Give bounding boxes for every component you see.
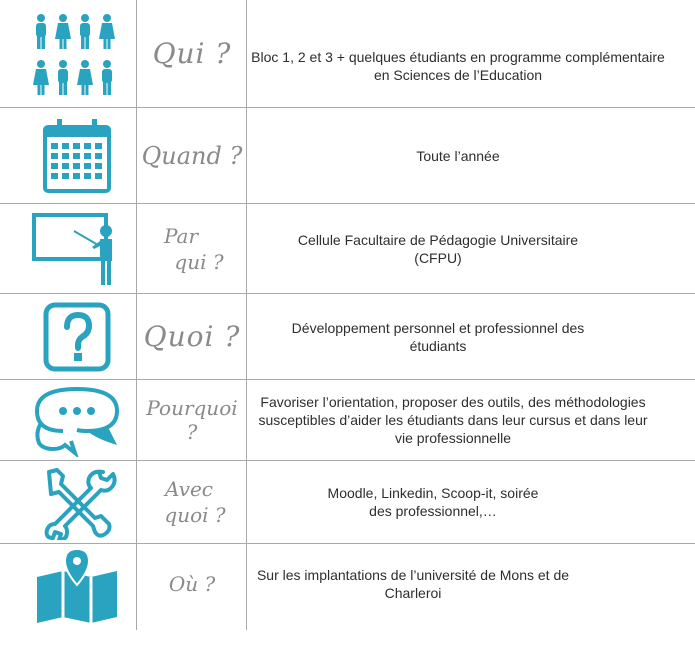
table-row: [0, 294, 695, 379]
question-line-2: quoi ?: [164, 503, 226, 527]
answer-text: Toute l’année: [416, 147, 500, 164]
question-label: Quand ?: [141, 141, 243, 170]
answer-text: Développement personnel et professionnel des étudiants: [291, 319, 585, 354]
map-pin-icon: [18, 544, 136, 626]
table-row: [0, 108, 695, 203]
question-mark-icon: [18, 298, 136, 376]
answer-text: Sur les implantations de l’université de Mons et de Charleroi: [256, 567, 570, 601]
answer-text: Favoriser l’orientation, proposer des outils, des méthodologies susceptibles d’aider les étudiants dans leur cursus et dans leur vie professionnelle: [258, 394, 648, 446]
answer-text: Cellule Facultaire de Pédagogie Universitaire (CFPU): [297, 231, 579, 266]
speech-bubbles-icon: [18, 382, 136, 458]
tools-icon: [18, 465, 136, 541]
table-row: [0, 0, 695, 107]
answer-text: Moodle, Linkedin, Scoop-it, soirée des professionnel,…: [327, 485, 539, 519]
people-icon: [18, 10, 136, 100]
calendar-icon: [18, 114, 136, 198]
table-row: [0, 461, 695, 543]
question-label: Où ?: [168, 572, 216, 596]
question-line-2: qui ?: [174, 249, 224, 274]
table-row: [0, 380, 695, 460]
teacher-board-icon: [18, 208, 136, 290]
answer-text: Bloc 1, 2 et 3 + quelques étudiants en programme complémentaire en Sciences de l’Education: [251, 49, 665, 83]
question-label: Quoi ?: [143, 320, 241, 353]
question-line-1: Avec: [165, 477, 213, 501]
question-label: [138, 461, 246, 543]
question-label: Qui ?: [152, 37, 232, 70]
question-label: [138, 204, 246, 293]
question-label: Pourquoi ?: [146, 396, 238, 444]
table-row: [0, 204, 695, 293]
question-line-1: Par: [163, 223, 199, 248]
table-row: [0, 544, 695, 630]
